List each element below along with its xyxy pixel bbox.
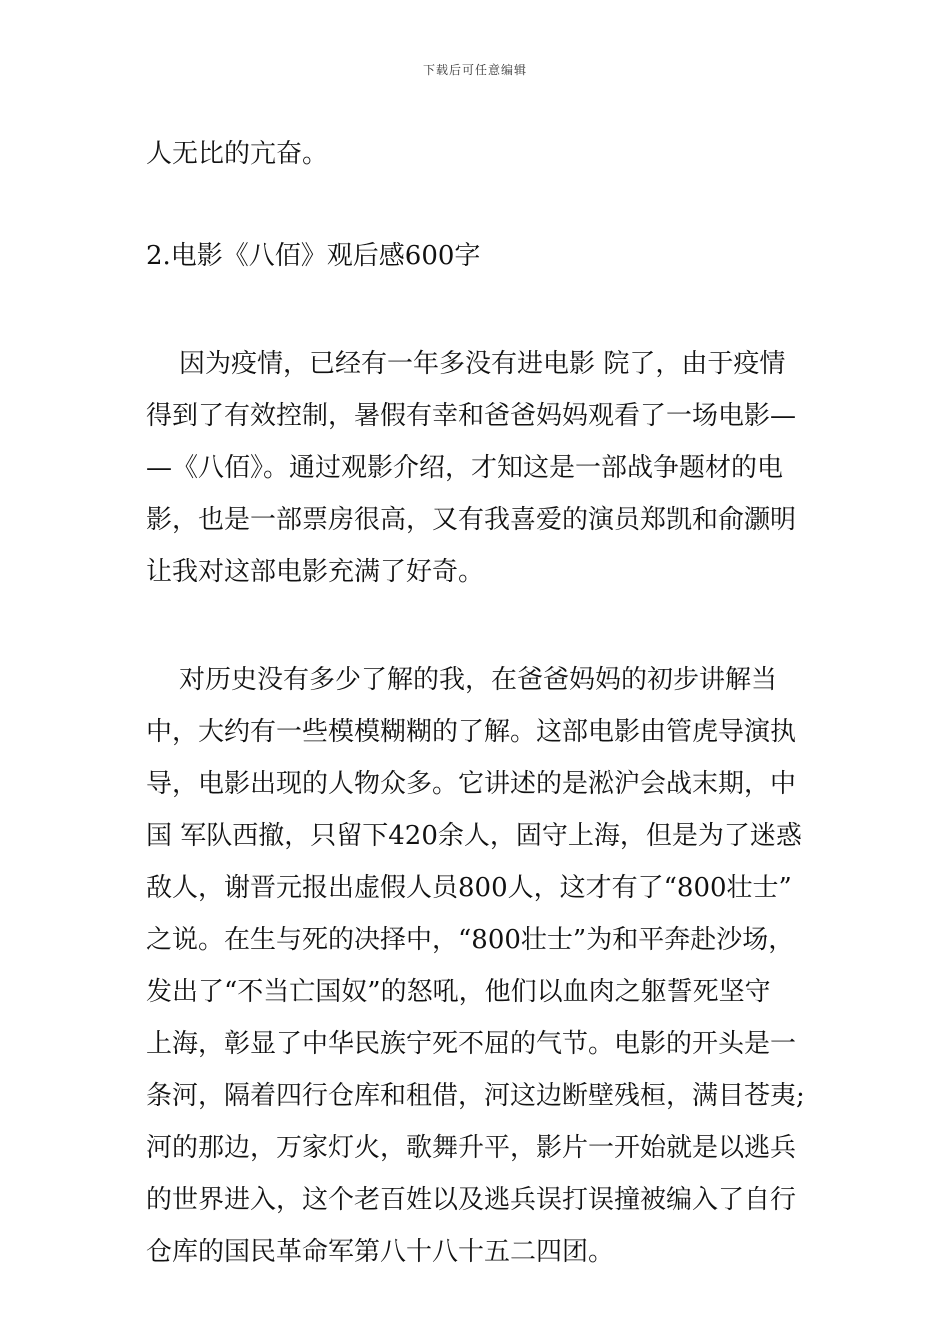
paragraph-line: 条河，隔着四行仓库和租借，河这边断壁残桓，满目苍夷;: [146, 1081, 805, 1111]
paragraph-line: 国 军队西撤，只留下420余人，固守上海，但是为了迷惑: [146, 821, 802, 851]
paragraph-line: 仓库的国民革命军第八十八十五二四团。: [146, 1237, 615, 1267]
paragraph-line: 让我对这部电影充满了好奇。: [146, 557, 485, 587]
paragraph-1: [146, 338, 806, 598]
paragraph-line: 影，也是一部票房很高，又有我喜爱的演员郑凯和俞灏明: [146, 505, 797, 535]
paragraph-line: 之说。在生与死的决择中，“800壮士”为和平奔赴沙场，: [146, 925, 795, 955]
paragraph-line: 上海，彰显了中华民族宁死不屈的气节。电影的开头是一: [146, 1029, 797, 1059]
paragraph-line: 发出了“不当亡国奴”的怒吼，他们以血肉之躯誓死坚守: [146, 977, 771, 1007]
paragraph-line: 导，电影出现的人物众多。它讲述的是淞沪会战末期，中: [146, 769, 797, 799]
paragraph-line: 因为疫情，已经有一年多没有进电影 院了，由于疫情: [146, 349, 786, 379]
paragraph-line: 中，大约有一些模模糊糊的了解。这部电影由管虎导演执: [146, 717, 797, 747]
paragraph-line: 敌人，谢晋元报出虚假人员800人，这才有了“800壮士”: [146, 873, 792, 903]
page-header: 下载后可任意编辑: [422, 63, 527, 77]
paragraph-line: 的世界进入，这个老百姓以及逃兵误打误撞被编入了自行: [146, 1185, 797, 1215]
carryover-line: 人无比的亢奋。: [146, 139, 329, 169]
paragraph-2: [146, 654, 806, 1278]
document-body: [146, 128, 806, 1278]
paragraph-line: 对历史没有多少了解的我，在爸爸妈妈的初步讲解当: [146, 665, 778, 695]
paragraph-line: —《八佰》。通过观影介绍，才知这是一部战争题材的电: [146, 453, 784, 483]
section-title: 2.电影《八佰》观后感600字: [146, 241, 481, 271]
paragraph-line: 河的那边，万家灯火，歌舞升平，影片一开始就是以逃兵: [146, 1133, 797, 1163]
paragraph-line: 得到了有效控制，暑假有幸和爸爸妈妈观看了一场电影—: [146, 401, 797, 431]
